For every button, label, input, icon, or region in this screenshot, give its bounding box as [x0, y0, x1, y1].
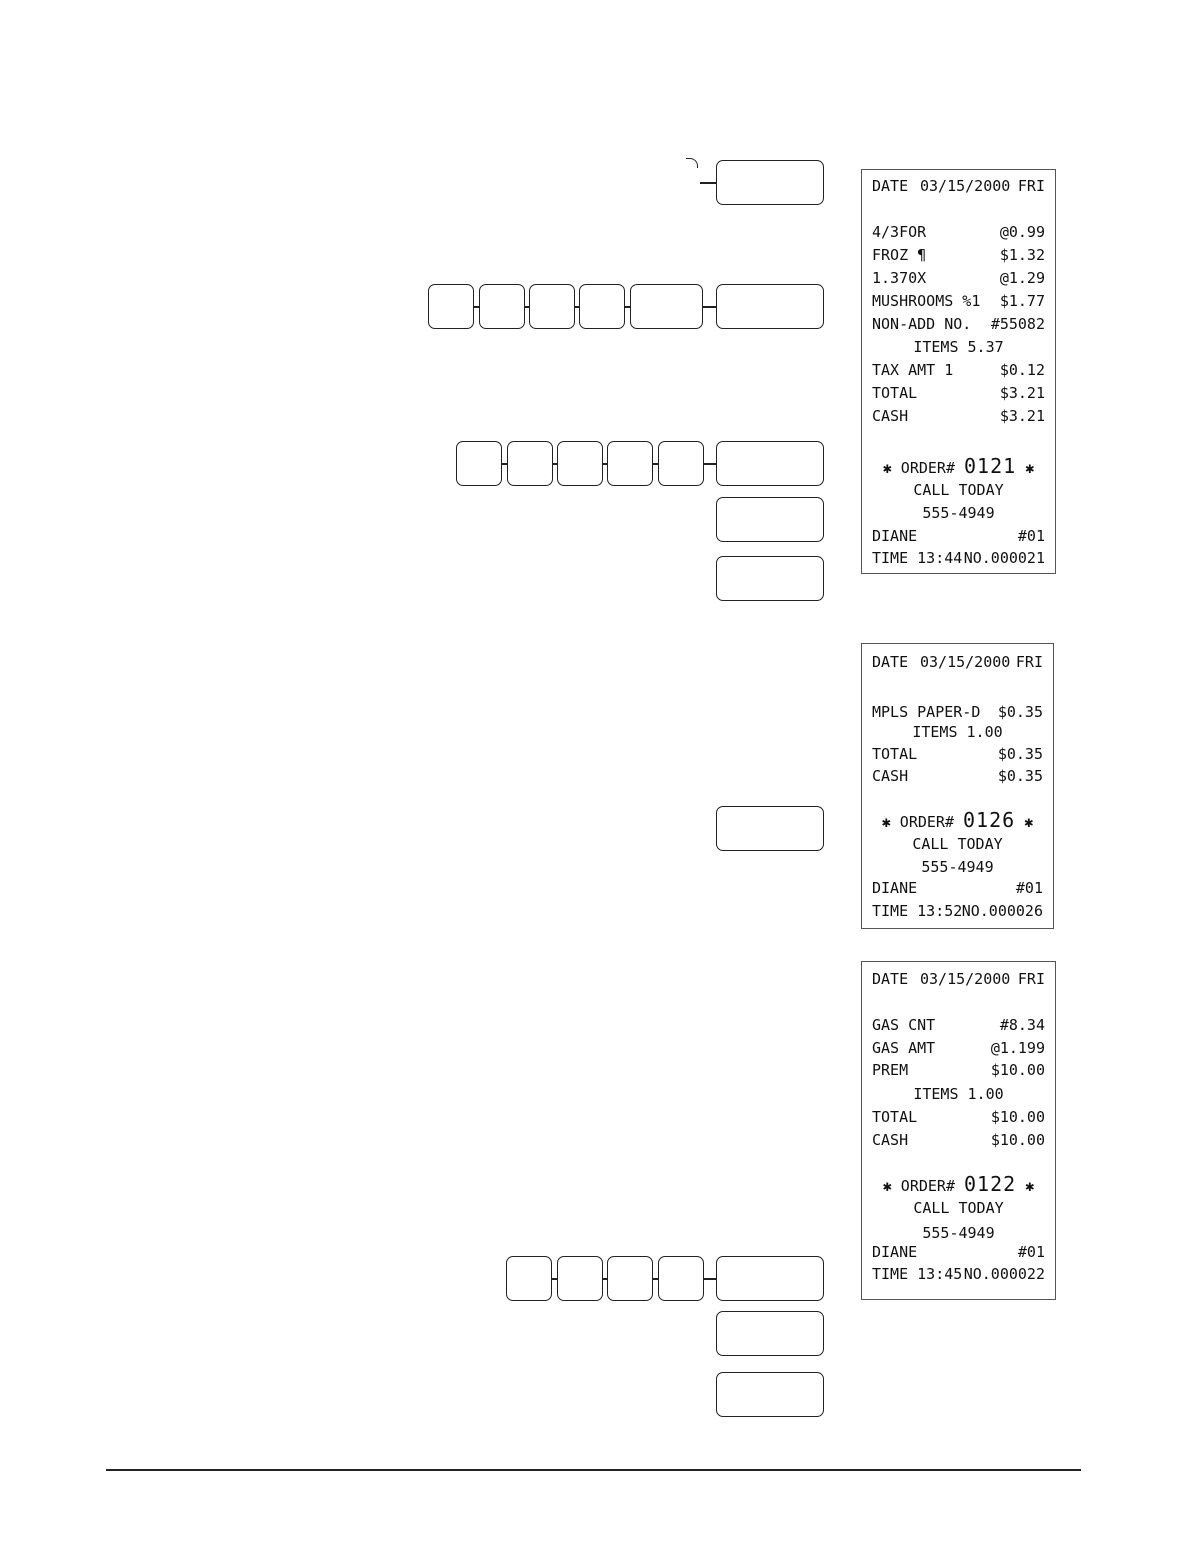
- receipt-line: [872, 383, 1045, 403]
- numeric-key[interactable]: [658, 441, 704, 486]
- items-count: ITEMS 1.00: [913, 1085, 1004, 1103]
- receipt-line: [872, 744, 1043, 764]
- clerk-name: DIANE: [872, 879, 918, 897]
- line-item-value: $0.35: [997, 767, 1043, 785]
- promo-line-2: 555-4949: [922, 504, 995, 522]
- function-key[interactable]: [716, 806, 824, 851]
- line-item-value: $10.00: [990, 1061, 1045, 1079]
- line-item-value: $10.00: [990, 1131, 1045, 1149]
- register-number: #01: [1015, 879, 1043, 897]
- line-item-label: CASH: [872, 1131, 909, 1149]
- line-item-label: MUSHROOMS %1: [872, 292, 981, 310]
- time-row: [872, 548, 1045, 568]
- line-item-label: 4/3FOR: [872, 223, 927, 241]
- order-number: 0121: [964, 454, 1017, 478]
- numeric-key[interactable]: [658, 1256, 704, 1301]
- function-key[interactable]: [716, 1372, 824, 1417]
- date-label: DATE: [872, 177, 909, 195]
- line-item-label: 1.370X: [872, 269, 927, 287]
- order-label: ORDER#: [900, 459, 955, 477]
- numeric-key[interactable]: [428, 284, 474, 329]
- receipt-items-count: [872, 337, 1045, 357]
- receipt-line: [872, 222, 1045, 242]
- day-value: FRI: [1017, 970, 1045, 988]
- line-item-value: $10.00: [990, 1108, 1045, 1126]
- function-key[interactable]: [716, 441, 824, 486]
- order-number-row: [872, 1172, 1045, 1196]
- line-item-label: MPLS PAPER-D: [872, 703, 981, 721]
- key-connector: [704, 463, 716, 465]
- receipt-line: [872, 1015, 1045, 1035]
- line-item-label: FROZ ¶: [872, 246, 927, 264]
- function-key[interactable]: [630, 284, 703, 329]
- receipt-line: [872, 314, 1045, 334]
- line-item-label: TAX AMT 1: [872, 361, 954, 379]
- receipt-line: [872, 245, 1045, 265]
- function-key[interactable]: [716, 556, 824, 601]
- clerk-row: [872, 878, 1043, 898]
- numeric-key[interactable]: [479, 284, 525, 329]
- time-value: TIME 13:45: [872, 1265, 963, 1283]
- line-item-value: $0.35: [997, 703, 1043, 721]
- receipt-date-row: [872, 176, 1045, 196]
- line-item-value: $3.21: [999, 407, 1045, 425]
- promo-line-2: 555-4949: [921, 858, 994, 876]
- line-item-value: @1.29: [999, 269, 1045, 287]
- function-key[interactable]: [716, 284, 824, 329]
- promo-message: [872, 834, 1043, 854]
- receipt-line: [872, 406, 1045, 426]
- time-value: TIME 13:44: [872, 549, 963, 567]
- line-item-label: CASH: [872, 767, 909, 785]
- line-item-value: $1.77: [999, 292, 1045, 310]
- receipt-date-row: [872, 652, 1043, 672]
- items-count: ITEMS 5.37: [913, 338, 1004, 356]
- line-item-value: @0.99: [999, 223, 1045, 241]
- receipt-3: [861, 961, 1056, 1300]
- numeric-key[interactable]: [557, 1256, 603, 1301]
- line-item-label: PREM: [872, 1061, 909, 1079]
- order-label: ORDER#: [900, 1177, 955, 1195]
- function-key[interactable]: [716, 497, 824, 542]
- key-connector: [700, 182, 716, 184]
- day-value: FRI: [1015, 653, 1043, 671]
- line-item-label: TOTAL: [872, 384, 918, 402]
- order-number-line: ✱ ORDER# 0122 ✱: [882, 1172, 1035, 1196]
- line-item-label: CASH: [872, 407, 909, 425]
- function-key[interactable]: [716, 1311, 824, 1356]
- receipt-1: [861, 169, 1056, 574]
- order-number-line: ✱ ORDER# 0121 ✱: [882, 454, 1035, 478]
- promo-line-2: 555-4949: [922, 1224, 995, 1242]
- line-item-label: GAS CNT: [872, 1016, 936, 1034]
- line-item-value: #55082: [990, 315, 1045, 333]
- receipt-line: [872, 1060, 1045, 1080]
- line-item-label: NON-ADD NO.: [872, 315, 972, 333]
- receipt-line: [872, 1130, 1045, 1150]
- date-label: DATE: [872, 653, 909, 671]
- promo-phone: [872, 1223, 1045, 1243]
- receipt-line: [872, 268, 1045, 288]
- clerk-name: DIANE: [872, 527, 918, 545]
- receipt-date-row: [872, 969, 1045, 989]
- numeric-key[interactable]: [607, 441, 653, 486]
- clerk-row: [872, 1242, 1045, 1262]
- receipt-line: [872, 766, 1043, 786]
- receipt-line: [872, 1107, 1045, 1127]
- promo-phone: [872, 503, 1045, 523]
- key-connector: [704, 1278, 716, 1280]
- promo-phone: [872, 857, 1043, 877]
- receipt-number: NO.000026: [961, 902, 1043, 920]
- numeric-key[interactable]: [529, 284, 575, 329]
- numeric-key[interactable]: [506, 1256, 552, 1301]
- line-item-value: $1.32: [999, 246, 1045, 264]
- date-label: DATE: [872, 970, 909, 988]
- order-number: 0122: [964, 1172, 1017, 1196]
- receipt-items-count: [872, 1084, 1045, 1104]
- date-value: 03/15/2000: [920, 970, 1011, 988]
- date-value: 03/15/2000: [920, 177, 1011, 195]
- order-number: 0126: [963, 808, 1016, 832]
- promo-message: [872, 1198, 1045, 1218]
- key-connector: [703, 306, 716, 308]
- function-key[interactable]: [716, 1256, 824, 1301]
- day-value: FRI: [1017, 177, 1045, 195]
- receipt-number: NO.000021: [963, 549, 1045, 567]
- line-item-value: $0.35: [997, 745, 1043, 763]
- time-row: [872, 1264, 1045, 1284]
- line-item-label: TOTAL: [872, 1108, 918, 1126]
- receipt-number: NO.000022: [963, 1265, 1045, 1283]
- numeric-key[interactable]: [579, 284, 625, 329]
- numeric-key[interactable]: [507, 441, 553, 486]
- date-value: 03/15/2000: [920, 653, 1011, 671]
- receipt-line: [872, 360, 1045, 380]
- receipt-2: [861, 643, 1054, 929]
- leadin-hook: [686, 158, 698, 168]
- register-number: #01: [1017, 1243, 1045, 1261]
- order-number-line: ✱ ORDER# 0126 ✱: [881, 808, 1034, 832]
- numeric-key[interactable]: [456, 441, 502, 486]
- line-item-label: GAS AMT: [872, 1039, 936, 1057]
- receipt-line: [872, 1038, 1045, 1058]
- line-item-value: $0.12: [999, 361, 1045, 379]
- line-item-label: TOTAL: [872, 745, 918, 763]
- time-row: [872, 901, 1043, 921]
- promo-message: [872, 480, 1045, 500]
- items-count: ITEMS 1.00: [912, 723, 1003, 741]
- clerk-name: DIANE: [872, 1243, 918, 1261]
- order-number-row: [872, 454, 1045, 478]
- footer-rule: [106, 1469, 1081, 1471]
- numeric-key[interactable]: [607, 1256, 653, 1301]
- function-key[interactable]: [716, 160, 824, 205]
- line-item-value: $3.21: [999, 384, 1045, 402]
- order-number-row: [872, 808, 1043, 832]
- receipt-line: [872, 702, 1043, 722]
- order-label: ORDER#: [899, 813, 954, 831]
- line-item-value: #8.34: [999, 1016, 1045, 1034]
- register-number: #01: [1017, 527, 1045, 545]
- clerk-row: [872, 526, 1045, 546]
- time-value: TIME 13:52: [872, 902, 963, 920]
- receipt-line: [872, 291, 1045, 311]
- promo-line-1: CALL TODAY: [913, 481, 1004, 499]
- promo-line-1: CALL TODAY: [912, 835, 1003, 853]
- numeric-key[interactable]: [557, 441, 603, 486]
- line-item-value: @1.199: [990, 1039, 1045, 1057]
- promo-line-1: CALL TODAY: [913, 1199, 1004, 1217]
- receipt-items-count: [872, 722, 1043, 742]
